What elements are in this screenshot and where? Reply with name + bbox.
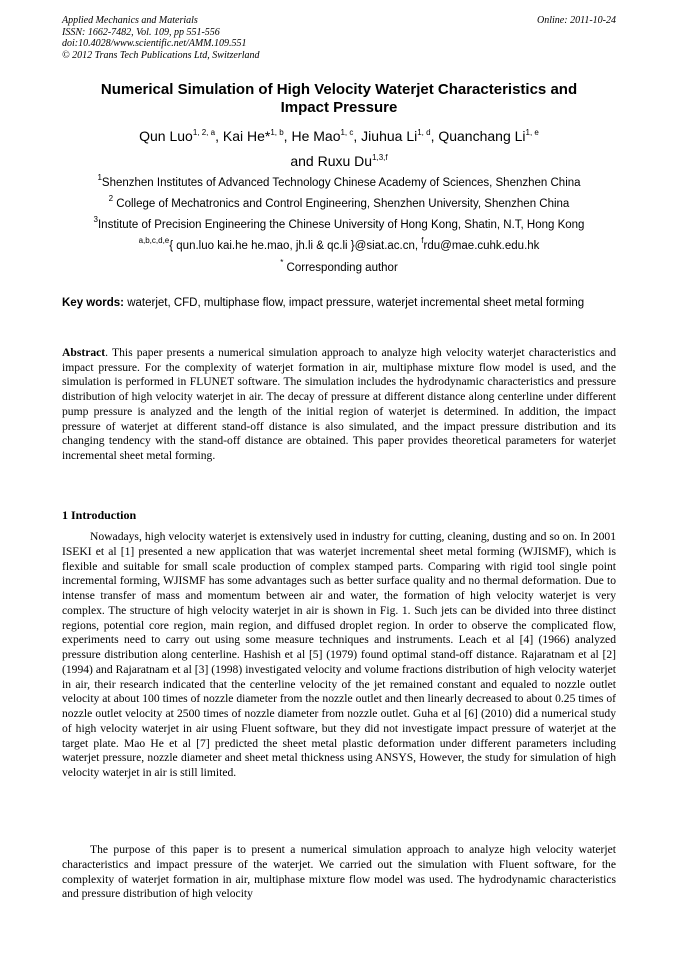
keywords [62, 296, 616, 310]
author-name: He Mao [291, 128, 341, 144]
author-name: Kai He* [222, 128, 271, 144]
copyright-line: © 2012 Trans Tech Publications Ltd, Switzerland [62, 49, 260, 61]
affiliation-sup: 3 [93, 215, 98, 224]
author-name: Jiuhua Li [361, 128, 418, 144]
affiliation-3 [60, 215, 618, 232]
abstract [62, 346, 616, 464]
keywords-label: Key words: [62, 297, 124, 309]
email-line [60, 236, 618, 253]
affiliation-sup: 1 [97, 173, 102, 182]
author-sup: 1, d [417, 128, 431, 137]
abstract-text: . This paper presents a numerical simulation approach to analyze high velocity waterjet characteristics and impact pressure. For the complexity of waterjet formation in air, multiphase mixture flow model is used, and the simulation is performed in FLUNET software. The simulation includes the hydrodynamic characteristics and pressure distribution of high velocity waterjet in air. The decay of pressure at different distance along centerline under different pump pressure is analyzed and the length of the initial region of waterjet is determined. In addition, the impact pressure of waterjet at different stand-off distance is also simulated, and the impact pressure distribution and its changing tendency with the stand-off distance are obtained. This paper provides theoretical parameters for waterjet incremental sheet metal forming. [62, 346, 616, 462]
title-line-1: Numerical Simulation of High Velocity Waterjet Characteristics and [100, 81, 578, 98]
email-text-1: { qun.luo kai.he he.mao, jh.li & qc.li }@siat.ac.cn, [169, 240, 422, 252]
issn-line: ISSN: 1662-7482, Vol. 109, pp 551-556 [62, 26, 220, 38]
email-sup-1: a,b,c,d,e [138, 236, 170, 245]
corresponding-text: Corresponding author [283, 262, 398, 274]
authors-line-1: Qun Luo$^{1, 2, a}$, Kai He*$^{1, b}$, He Mao$^{1, c}$, Jiuhua Li$^{1, d}$, Quanchang Li$^{1, e}$ [139, 128, 539, 144]
affiliation-sup: 2 [108, 194, 114, 203]
abstract-label: Abstract [62, 346, 106, 359]
author-sup: 1, e [525, 128, 539, 137]
author-sup: 1, 2, a [192, 128, 216, 137]
intro-paragraph-2: The purpose of this paper is to present a numerical simulation approach to analyze high velocity waterjet characteristics and impact pressure of the waterjet. We carried out the simulation with Fluent software, for the complexity of waterjet formation in air, multiphase mixture flow model was used. The hydrodynamic characteristics and pressure distribution of high velocity [62, 843, 616, 901]
author-sup: 1,3,f [372, 153, 388, 162]
author-name: Qun Luo [139, 128, 193, 144]
author-sup: 1, c [340, 128, 354, 137]
author-name: Quanchang Li [438, 128, 526, 144]
section-heading: 1 Introduction [62, 508, 137, 522]
keywords-text: waterjet, CFD, multiphase flow, impact pressure, waterjet incremental sheet metal forming [124, 297, 585, 309]
author-sup: 1, b [270, 128, 284, 137]
author-name: Ruxu Du [317, 153, 373, 169]
affiliation-text: College of Mechatronics and Control Engineering, Shenzhen University, Shenzhen China [113, 198, 570, 210]
authors-and: and [290, 153, 314, 169]
intro-paragraph-1: Nowadays, high velocity waterjet is extensively used in industry for cutting, cleaning, dusting and so on. In 2001 ISEKI et al [1] presented a new application that was waterjet incremental sheet metal forming (WJISMF), which is flexible and suitable for small scale production of complex stamped parts. Comparing with rigid tool single point incremental forming, WJISMF has some advantages such as better surface quality and no thermal deformation. Due to intense transfer of mass and momentum between air and water, the formation of high velocity waterjet is very complex. The structure of high velocity waterjet in air is shown in Fig. 1. Such jets can be divided into three distinct regions, potential core region, main region, and diffused droplet region. In order to observe the complicated flow, experiments need to carry out using some measure techniques and instruments. Leach et al [4] (1966) analyzed pressure distribution along centerline. Hashish et al [5] (1979) found optimal stand-off distance. Rajaratnam et al [2] (1994) and Rajaratnam et al [3] (1998) investigated velocity and volume fractions distribution of high velocity waterjet in air, their research indicated that the centerline velocity of the jet remained constant and equaled to nozzle outlet velocity at about 100 times of nozzle diameter from the nozzle outlet and then linearly decreased to about 0.25 times of nozzle outlet velocity at 2500 times of nozzle diameter from nozzle outlet. Guha et al [6] (2010) did a numerical study of high velocity waterjet in air using Fluent software, but they did not investigate impact pressure of waterjet at the target plate. Mao He et al [7] predicted the sheet metal plastic deformation under different parameters including waterjet pressure, nozzle diameter and sheet metal thickness using ANSYS, However, the study for simulation of high velocity waterjet in air is still limited. [62, 530, 616, 779]
paper-title [60, 81, 618, 117]
email-sup-2: f [421, 236, 424, 245]
affiliation-text: Institute of Precision Engineering the Chinese University of Hong Kong, Shatin, N.T, Hong Kong [97, 219, 585, 231]
corresponding-author [60, 258, 618, 275]
affiliation-2 [60, 194, 618, 211]
author-list [60, 124, 618, 174]
title-line-2: Impact Pressure [280, 99, 398, 116]
journal-header [62, 15, 616, 61]
journal-name: Applied Mechanics and Materials [62, 15, 198, 26]
online-date: Online: 2011-10-24 [537, 15, 616, 26]
affiliation-1 [60, 173, 618, 190]
doi-line: doi:10.4028/www.scientific.net/AMM.109.551 [62, 38, 247, 49]
email-text-2: rdu@mae.cuhk.edu.hk [423, 240, 540, 252]
affiliation-text: Shenzhen Institutes of Advanced Technology Chinese Academy of Sciences, Shenzhen China [101, 177, 581, 189]
corresponding-sup: * [280, 258, 284, 267]
authors-line-2 [60, 149, 618, 174]
